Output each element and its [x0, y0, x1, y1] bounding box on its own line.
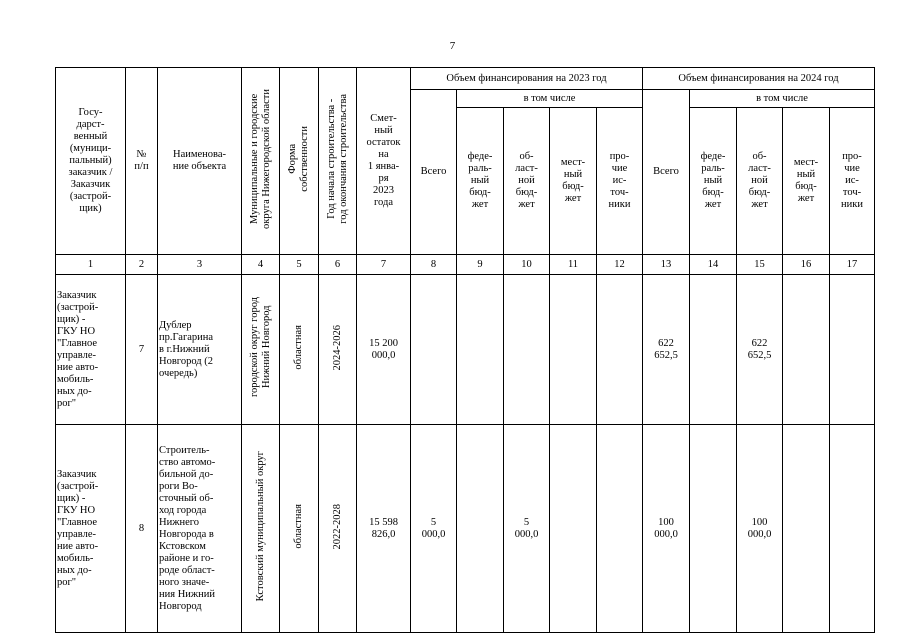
district-cell: Кстовский муниципальный округ [242, 425, 280, 633]
column-number: 8 [411, 255, 457, 275]
f2024-regional-cell: 100 000,0 [737, 425, 783, 633]
header-2024-total: Всего [643, 90, 690, 255]
header-2024-including: в том числе [690, 90, 875, 108]
header-2023-total: Всего [411, 90, 457, 255]
header-2024-local: мест- ный бюд- жет [783, 108, 830, 255]
customer-cell: Заказчик (застрой- щик) - ГКУ НО "Главное управле- ние авто- мобиль- ных до- рог" [56, 425, 126, 633]
ownership-cell: областная [280, 275, 319, 425]
f2023-regional-cell: 5 000,0 [504, 425, 550, 633]
row-number-cell: 8 [126, 425, 158, 633]
header-years: Год начала строительства - год окончания строительства [319, 68, 357, 255]
f2023-local-cell [550, 425, 597, 633]
f2023-other-cell [597, 275, 643, 425]
object-name-cell: Строитель- ство автомо- бильной до- роги Во- сточный об- ход города Нижнего Новгорода в Кстовском районе и го- роде област- ного значе- ния Нижний Новгород [158, 425, 242, 633]
header-estimate: Смет- ный остаток на 1 янва- ря 2023 года [357, 68, 411, 255]
years-cell: 2024-2026 [319, 275, 357, 425]
f2023-federal-cell [457, 275, 504, 425]
header-2023-other: про- чие ис- точ- ники [597, 108, 643, 255]
column-number: 11 [550, 255, 597, 275]
column-number: 4 [242, 255, 280, 275]
financing-table [55, 67, 875, 633]
f2024-federal-cell [690, 425, 737, 633]
column-number: 5 [280, 255, 319, 275]
column-number: 13 [643, 255, 690, 275]
customer-cell: Заказчик (застрой- щик) - ГКУ НО "Главное управле- ние авто- мобиль- ных до- рог" [56, 275, 126, 425]
f2024-total-cell: 622 652,5 [643, 275, 690, 425]
f2024-other-cell [830, 425, 875, 633]
header-financing-2024: Объем финансирования на 2024 год [643, 68, 875, 90]
f2024-other-cell [830, 275, 875, 425]
f2024-local-cell [783, 275, 830, 425]
f2024-total-cell: 100 000,0 [643, 425, 690, 633]
header-2024-regional: об- ласт- ной бюд- жет [737, 108, 783, 255]
header-ownership: Форма собственности [280, 68, 319, 255]
f2024-federal-cell [690, 275, 737, 425]
table-row [56, 275, 875, 425]
header-financing-2023: Объем финансирования на 2023 год [411, 68, 643, 90]
f2023-local-cell [550, 275, 597, 425]
header-district: Муниципальные и городские округа Нижегородской области [242, 68, 280, 255]
header-number: № п/п [126, 68, 158, 255]
header-object-name: Наименова- ние объекта [158, 68, 242, 255]
column-number: 14 [690, 255, 737, 275]
column-number: 9 [457, 255, 504, 275]
f2023-other-cell [597, 425, 643, 633]
f2024-local-cell [783, 425, 830, 633]
f2023-total-cell [411, 275, 457, 425]
column-number: 3 [158, 255, 242, 275]
f2023-regional-cell [504, 275, 550, 425]
estimate-cell: 15 200 000,0 [357, 275, 411, 425]
row-number-cell: 7 [126, 275, 158, 425]
f2023-total-cell: 5 000,0 [411, 425, 457, 633]
header-2024-other: про- чие ис- точ- ники [830, 108, 875, 255]
table-row [56, 425, 875, 633]
object-name-cell: Дублер пр.Гагарина в г.Нижний Новгород (2 очередь) [158, 275, 242, 425]
f2024-regional-cell: 622 652,5 [737, 275, 783, 425]
header-2024-federal: феде- раль- ный бюд- жет [690, 108, 737, 255]
column-number: 7 [357, 255, 411, 275]
column-number: 17 [830, 255, 875, 275]
header-2023-federal: феде- раль- ный бюд- жет [457, 108, 504, 255]
estimate-cell: 15 598 826,0 [357, 425, 411, 633]
district-cell: городской округ город Нижний Новгород [242, 275, 280, 425]
column-number: 6 [319, 255, 357, 275]
years-cell: 2022-2028 [319, 425, 357, 633]
f2023-federal-cell [457, 425, 504, 633]
column-number: 15 [737, 255, 783, 275]
column-number: 2 [126, 255, 158, 275]
column-number: 12 [597, 255, 643, 275]
header-2023-local: мест- ный бюд- жет [550, 108, 597, 255]
header-2023-including: в том числе [457, 90, 643, 108]
header-2023-regional: об- ласт- ной бюд- жет [504, 108, 550, 255]
column-number: 16 [783, 255, 830, 275]
page-number: 7 [449, 40, 456, 52]
column-number: 10 [504, 255, 550, 275]
column-number-row [56, 255, 875, 275]
header-customer: Госу- дарст- венный (муници- пальный) заказчик / Заказчик (застрой- щик) [56, 68, 126, 255]
ownership-cell: областная [280, 425, 319, 633]
column-number: 1 [56, 255, 126, 275]
